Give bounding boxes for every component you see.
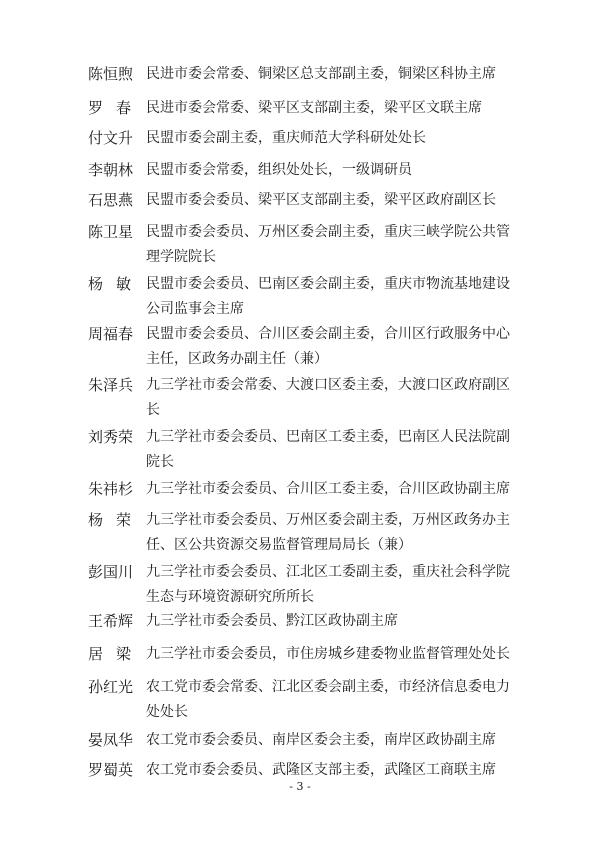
person-name: 王希辉	[88, 612, 134, 630]
person-name: 陈卫星	[88, 223, 134, 241]
person-name: 孙红光	[88, 678, 134, 696]
person-name: 居梁	[88, 645, 145, 663]
person-title: 农工党市委会委员、南岸区委会主委，南岸区政协副主席	[146, 732, 496, 748]
person-title: 九三学社市委会委员、巴南区工委主委，巴南区人民法院副院长	[146, 429, 510, 470]
person-name: 李朝林	[88, 161, 134, 179]
person-title: 九三学社市委会委员，市住房城乡建委物业监督管理处处长	[146, 646, 510, 662]
person-name: 彭国川	[88, 563, 134, 581]
person-name: 罗蜀英	[88, 761, 134, 779]
person-title: 民进市委会常委、梁平区支部副主委，梁平区文联主席	[146, 100, 482, 116]
person-name: 刘秀荣	[88, 428, 134, 446]
person-title: 九三学社市委会委员、万州区委会副主委，万州区政务办主任、区公共资源交易监督管理局局长（兼）	[146, 512, 510, 553]
person-name: 朱泽兵	[88, 376, 134, 394]
person-name: 晏凤华	[88, 731, 134, 749]
person-name: 朱祎杉	[88, 480, 134, 498]
person-name: 石思燕	[88, 191, 134, 209]
person-name: 陈恒煦	[88, 65, 134, 83]
person-name: 杨荣	[88, 511, 145, 529]
person-title: 民盟市委会副主委，重庆师范大学科研处处长	[146, 130, 426, 146]
person-title: 九三学社市委会委员、黔江区政协副主席	[146, 613, 398, 629]
person-title: 农工党市委会常委、江北区委会副主委，市经济信息委电力处处长	[146, 679, 510, 720]
person-name: 杨敏	[88, 275, 145, 293]
person-title: 民盟市委会委员、巴南区委会副主委，重庆市物流基地建设公司监事会主席	[146, 276, 510, 317]
person-title: 民盟市委会委员、梁平区支部副主委，梁平区政府副区长	[146, 192, 496, 208]
person-name: 罗春	[88, 99, 145, 117]
person-title: 九三学社市委会委员、合川区工委主委，合川区政协副主席	[146, 481, 510, 497]
person-title: 民进市委会常委、铜梁区总支部副主委，铜梁区科协主席	[146, 66, 496, 82]
person-title: 民盟市委会委员、合川区委会副主委，合川区行政服务中心主任，区政务办副主任（兼）	[146, 326, 510, 367]
person-title: 民盟市委会委员、万州区委会副主委，重庆三峡学院公共管理学院院长	[146, 224, 510, 265]
person-name: 付文升	[88, 129, 134, 147]
person-title: 民盟市委会常委，组织处处长，一级调研员	[146, 162, 412, 178]
person-title: 九三学社市委会委员、江北区工委副主委，重庆社会科学院生态与环境资源研究所所长	[146, 564, 510, 605]
page-number: - 3 -	[289, 780, 311, 793]
person-title: 九三学社市委会常委、大渡口区委主委，大渡口区政府副区长	[146, 377, 510, 418]
person-name: 周福春	[88, 325, 134, 343]
person-title: 农工党市委会委员、武隆区支部主委，武隆区工商联主席	[146, 762, 496, 778]
